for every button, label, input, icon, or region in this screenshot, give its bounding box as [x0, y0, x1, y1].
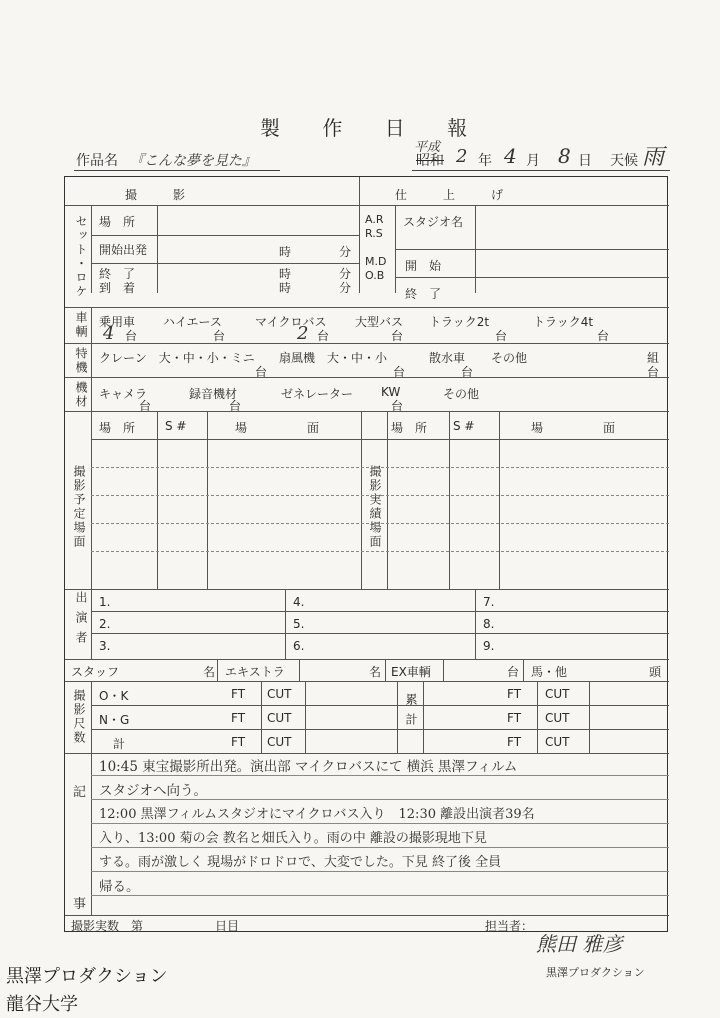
end-label: 終 了 — [99, 267, 136, 281]
sprinkler-unit: 台 — [461, 365, 474, 379]
work-name-label: 作品名 — [76, 153, 118, 169]
footage-label: 撮影尺数 — [72, 689, 86, 745]
bus-unit: 台 — [391, 329, 404, 343]
work-name: 『こんな夢を見た』 — [130, 153, 256, 169]
start-minute: 分 — [339, 245, 352, 259]
special-label: 特機 — [74, 347, 88, 375]
cast-2: 2. — [99, 617, 111, 631]
staff-unit: 名 — [203, 665, 216, 679]
cast-4: 4. — [293, 595, 305, 609]
vehicle-truck4: トラック4t — [533, 315, 594, 329]
shoot-days-label: 撮影実数 第 — [71, 919, 144, 933]
year-value: 2 — [456, 146, 468, 167]
cum-ng-cut: CUT — [545, 711, 570, 725]
report-form — [64, 176, 668, 932]
actual-col-place: 場 所 — [391, 421, 428, 435]
truck4-unit: 台 — [597, 329, 610, 343]
planned-scenes-label: 撮影予定場面 — [72, 465, 86, 549]
equipment-label: 機材 — [74, 381, 88, 409]
company-stamp: 黒澤プロダクション — [546, 966, 645, 979]
cast-6: 6. — [293, 639, 305, 653]
extra-unit: 名 — [369, 665, 382, 679]
cast-label: 出演者 — [74, 591, 88, 651]
arrive-minute: 分 — [339, 281, 352, 295]
cast-7: 7. — [483, 595, 495, 609]
camera-unit: 台 — [139, 399, 152, 413]
footage-ng: N・G — [99, 713, 130, 727]
cast-1: 1. — [99, 595, 111, 609]
start-depart-label: 開始出発 — [99, 243, 148, 257]
ok-ft: FT — [231, 687, 246, 701]
note-line-5: する。雨が激しく 現場がドロドロで、大変でした。下見 終了後 全員 — [99, 855, 502, 870]
ex-vehicle-label: EX車輌 — [391, 665, 431, 679]
note-line-4: 入り、13:00 菊の会 教名と畑氏入り。雨の中 離設の撮影現地下見 — [99, 831, 487, 846]
note-line-1: 10:45 東宝撮影所出発。演出部 マイクロバスにて 横浜 黒澤フィルム — [99, 759, 518, 775]
end-minute: 分 — [339, 267, 352, 281]
cum-ng-ft: FT — [507, 711, 522, 725]
studio-label: スタジオ名 — [403, 215, 464, 229]
era-printed: 昭和 — [416, 153, 444, 169]
actual-scenes-label: 撮影実績場面 — [368, 465, 382, 549]
actual-col-s: S # — [453, 419, 475, 433]
day-label: 日 — [578, 153, 592, 169]
sprinkler-label: 散水車 — [429, 351, 466, 365]
crane-label: クレーン 大・中・小・ミニ — [99, 351, 255, 365]
ex-vehicle-unit: 台 — [507, 665, 520, 679]
equip-other: その他 — [443, 387, 480, 401]
cast-9: 9. — [483, 639, 495, 653]
sound-unit: 台 — [229, 399, 242, 413]
microbus-unit: 台 — [317, 329, 330, 343]
extra-label: エキストラ — [225, 665, 285, 679]
note-line-3: 12:00 黒澤フィルムスタジオにマイクロバス入り 12:30 離設出演者39名 — [99, 807, 535, 822]
weather-value: 雨 — [642, 145, 665, 170]
hiace-unit: 台 — [213, 329, 226, 343]
start-hour: 時 — [279, 245, 292, 259]
ars-label: A.R R.S — [365, 213, 384, 240]
horse-other-label: 馬・他 — [531, 665, 568, 679]
year-label: 年 — [478, 153, 492, 169]
car-count: 4 — [103, 323, 115, 344]
person-label: 担当者： — [485, 919, 534, 933]
note-line-6: 帰る。 — [99, 879, 140, 895]
total-cut: CUT — [267, 735, 292, 749]
cum-total-ft: FT — [507, 735, 522, 749]
fan-label: 扇風機 大・中・小 — [279, 351, 388, 365]
crane-unit: 台 — [255, 365, 268, 379]
special-other-label: その他 — [491, 351, 528, 365]
planned-col-s: S # — [165, 419, 187, 433]
end-hour: 時 — [279, 267, 292, 281]
finish-start-label: 開 始 — [405, 259, 442, 273]
ng-ft: FT — [231, 711, 246, 725]
vehicle-microbus: マイクロバス — [255, 315, 327, 329]
car-unit: 台 — [125, 329, 138, 343]
place-label: 場 所 — [99, 215, 136, 229]
cumulative-label: 累計 — [404, 693, 418, 733]
day-value: 8 — [558, 144, 571, 168]
planned-col-scene: 場 面 — [235, 421, 320, 435]
form-title: 製 作 日 報 — [260, 116, 486, 140]
notes-label-1: 記 — [73, 785, 87, 800]
total-ft: FT — [231, 735, 246, 749]
ok-cut: CUT — [267, 687, 292, 701]
notes-label-2: 事 — [73, 897, 87, 912]
month-value: 4 — [504, 144, 517, 168]
arrive-hour: 時 — [279, 281, 292, 295]
weather-label: 天候 — [610, 153, 638, 169]
ng-cut: CUT — [267, 711, 292, 725]
footage-total: 計 — [113, 737, 126, 751]
vehicles-label: 車輌 — [74, 311, 88, 339]
month-label: 月 — [526, 153, 540, 169]
footage-ok: O・K — [99, 689, 129, 703]
cast-3: 3. — [99, 639, 111, 653]
md-label: M.D O.B — [365, 255, 387, 282]
equip-kw: KW — [381, 385, 401, 399]
truck2-unit: 台 — [495, 329, 508, 343]
planned-col-place: 場 所 — [99, 421, 136, 435]
vehicle-hiace: ハイエース — [163, 315, 222, 329]
cast-8: 8. — [483, 617, 495, 631]
fan-unit: 台 — [393, 365, 406, 379]
vehicle-car: 乗用車 — [99, 315, 136, 329]
special-set-unit: 組 — [647, 351, 660, 365]
person-name: 熊田 雅彦 — [536, 932, 623, 956]
staff-label: スタッフ — [71, 665, 120, 679]
cast-5: 5. — [293, 617, 305, 631]
note-line-2: スタジオへ向う。 — [99, 783, 207, 799]
equip-camera: キャメラ — [99, 387, 148, 401]
finish-end-label: 終 了 — [405, 287, 442, 301]
set-loc-label: セット・ロケ — [74, 215, 88, 299]
horse-unit: 頭 — [649, 665, 662, 679]
watermark-line-2: 龍谷大学 — [6, 994, 78, 1015]
section-finish: 仕 上 げ — [395, 188, 504, 202]
vehicle-bus: 大型バス — [355, 315, 404, 329]
shoot-days-unit: 日目 — [215, 919, 240, 933]
section-shoot: 撮 影 — [125, 188, 186, 202]
era-handwritten: 平成 — [414, 140, 441, 155]
equip-sound: 録音機材 — [189, 387, 238, 401]
kw-unit: 台 — [391, 399, 404, 413]
arrive-label: 到 着 — [99, 281, 136, 295]
special-unit: 台 — [647, 365, 660, 379]
actual-col-scene: 場 面 — [531, 421, 616, 435]
microbus-count: 2 — [297, 323, 309, 344]
cum-total-cut: CUT — [545, 735, 570, 749]
cum-ok-cut: CUT — [545, 687, 570, 701]
equip-generator: ゼネレーター — [281, 387, 354, 401]
cum-ok-ft: FT — [507, 687, 522, 701]
vehicle-truck2: トラック2t — [429, 315, 490, 329]
watermark-line-1: 黒澤プロダクション — [6, 966, 168, 987]
